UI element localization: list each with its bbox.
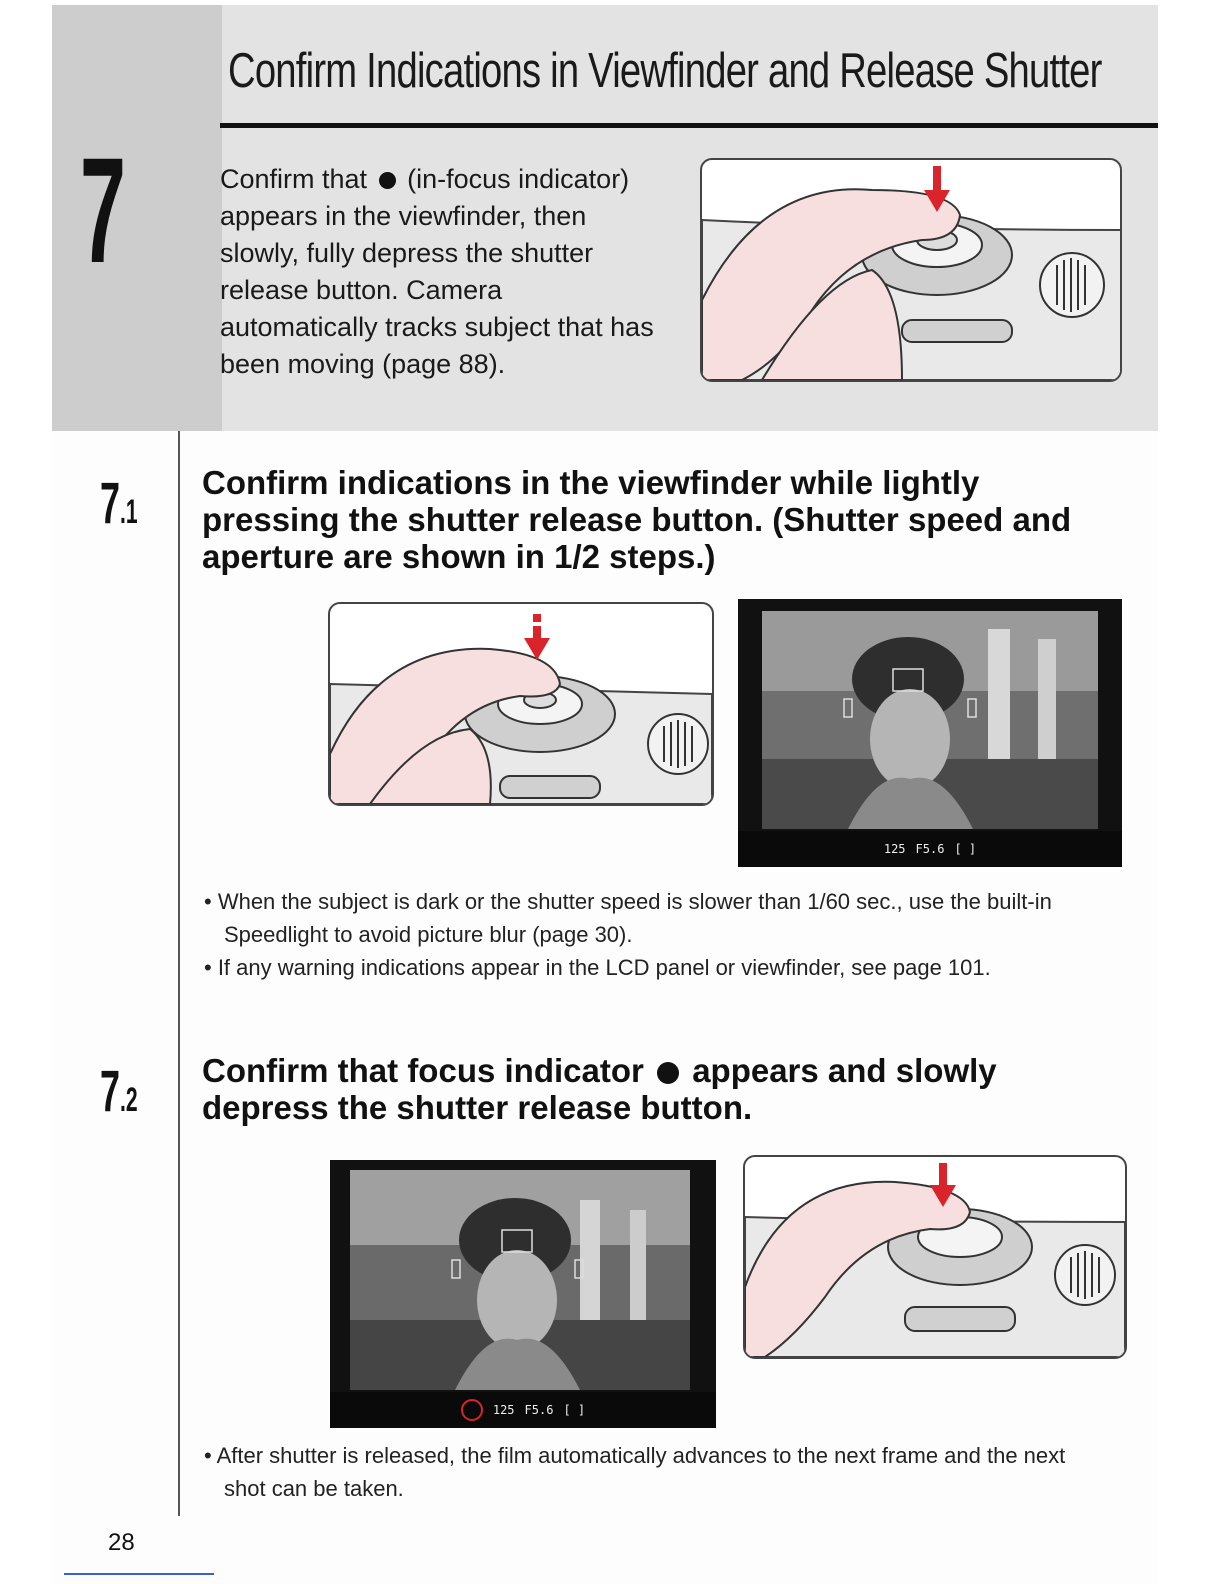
step7-1-major: 7 xyxy=(100,471,121,536)
step7-2-heading-part2: appears and slowly depress the shutter release button. xyxy=(202,1052,997,1126)
step7-2-heading-part1: Confirm that focus indicator xyxy=(202,1052,644,1089)
focus-indicator-icon xyxy=(657,1062,679,1084)
readout-focus-area: [ ] xyxy=(954,842,977,856)
step7-side-band xyxy=(52,5,222,431)
viewfinder-photo-2 xyxy=(330,1160,716,1428)
shutter-press-drawing-3 xyxy=(745,1157,1125,1357)
title-rule xyxy=(220,123,1158,128)
step7-2-number xyxy=(100,1059,138,1124)
shutter-press-drawing xyxy=(702,160,1120,380)
bullet-item: • When the subject is dark or the shutter speed is slower than 1/60 sec., use the built-in Speedlight to avoid picture blur (page 30). xyxy=(204,889,1052,947)
shutter-press-illustration-3 xyxy=(743,1155,1127,1359)
shutter-press-drawing-2 xyxy=(330,604,712,804)
bullet-item: • If any warning indications appear in the LCD panel or viewfinder, see page 101. xyxy=(204,955,991,980)
step-divider-line xyxy=(178,431,180,1516)
readout-focus-area: [ ] xyxy=(563,1403,586,1417)
viewfinder-scene-1 xyxy=(738,599,1122,831)
step7-1-bullets xyxy=(204,885,1104,984)
in-focus-indicator-icon xyxy=(379,172,396,189)
shutter-press-illustration-2 xyxy=(328,602,714,806)
step7-1-number xyxy=(100,471,138,536)
readout-aperture: F5.6 xyxy=(915,842,945,856)
bottom-link-underline xyxy=(64,1573,214,1575)
step7-2-major: 7 xyxy=(100,1059,121,1124)
manual-page xyxy=(52,5,1158,1584)
shutter-press-illustration-1 xyxy=(700,158,1122,382)
step7-1-minor: .1 xyxy=(120,493,138,531)
step7-text-part1: Confirm that xyxy=(220,164,368,194)
step7-text-part2: (in-focus indicator) appears in the viewfinder, then slowly, fully depress the shutter release button. Camera automatically tracks subject that has been moving (page 88). xyxy=(220,164,654,379)
readout-shutter-speed: 125 xyxy=(492,1403,515,1417)
step7-2-heading xyxy=(202,1052,1102,1126)
page-number: 28 xyxy=(108,1529,135,1556)
step7-2-minor: .2 xyxy=(120,1081,138,1119)
readout-aperture: F5.6 xyxy=(524,1403,554,1417)
bullet-item: • After shutter is released, the film automatically advances to the next frame and the next shot can be taken. xyxy=(204,1443,1066,1501)
focus-indicator-highlight-icon xyxy=(461,1399,483,1421)
readout-shutter-speed: 125 xyxy=(883,842,906,856)
viewfinder-scene-2 xyxy=(330,1160,716,1392)
viewfinder-photo-1 xyxy=(738,599,1122,867)
step7-1-heading: Confirm indications in the viewfinder while lightly pressing the shutter release button. (Shutter speed and aperture are shown in 1/2 steps.) xyxy=(202,464,1072,575)
step7-text xyxy=(220,161,660,383)
viewfinder-readout-2 xyxy=(330,1392,716,1428)
step7-number: 7 xyxy=(80,126,126,294)
step7-2-bullets xyxy=(204,1439,1104,1505)
page-title: Confirm Indications in Viewfinder and Release Shutter xyxy=(228,44,1102,98)
viewfinder-readout-1 xyxy=(738,831,1122,867)
